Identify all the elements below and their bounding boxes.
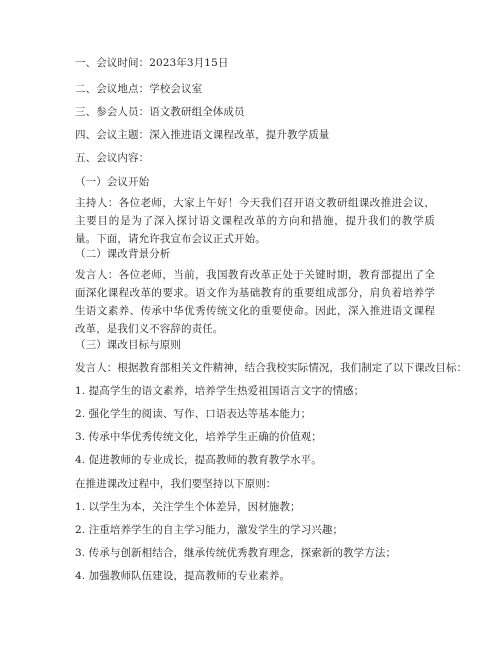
goal-item: 4. 促进教师的专业成长，提高教师的教育教学水平。 bbox=[75, 454, 322, 466]
principle-item: 1. 以学生为本，关注学生个体差异，因材施教； bbox=[75, 501, 301, 513]
section-heading-opening: （一）会议开始 bbox=[75, 176, 150, 188]
goal-item: 1. 提高学生的语文素养，培养学生热爱祖国语言文字的情感； bbox=[75, 385, 365, 397]
meeting-content-heading: 五、会议内容： bbox=[75, 152, 150, 164]
section-body-background: 发言人：各位老师，当前，我国教育改革正处于关键时期，教育部提出了全面深化课程改革的要求。语文作为基础教育的重要组成部分，肩负着培养学生语文素养、传承中华优秀传统文化的重要使命。因此，深入推进语文课程改革，是我们义不容辞的责任。 bbox=[75, 269, 435, 335]
goal-item: 3. 传承中华优秀传统文化，培养学生正确的价值观； bbox=[75, 431, 322, 443]
goals-intro: 发言人：根据教育部相关文件精神，结合我校实际情况，我们制定了以下课改目标： bbox=[75, 362, 468, 374]
principle-item: 2. 注重培养学生的自主学习能力，激发学生的学习兴趣； bbox=[75, 524, 344, 536]
principle-item: 4. 加强教师队伍建设，提高教师的专业素养。 bbox=[75, 570, 291, 582]
principles-intro: 在推进课改过程中，我们要坚持以下原则： bbox=[75, 478, 277, 490]
section-heading-goals: （三）课改目标与原则 bbox=[75, 339, 181, 351]
principle-item: 3. 传承与创新相结合，继承传统优秀教育理念，探索新的教学方法； bbox=[75, 547, 397, 559]
goal-item: 2. 强化学生的阅读、写作、口语表达等基本能力； bbox=[75, 408, 312, 420]
meeting-time: 一、会议时间：2023年3月15日 bbox=[75, 57, 229, 69]
meeting-attendees: 三、参会人员：语文教研组全体成员 bbox=[75, 106, 245, 118]
meeting-topic: 四、会议主题：深入推进语文课程改革，提升教学质量 bbox=[75, 129, 330, 141]
section-body-opening: 主持人：各位老师，大家上午好！今天我们召开语文教研组课改推进会议，主要目的是为了深入探讨语文课程改革的方向和措施，提升我们的教学质量。下面，请允许我宣布会议正式开始。 bbox=[75, 197, 435, 245]
section-heading-background: （二）课改背景分析 bbox=[75, 248, 171, 260]
meeting-place: 二、会议地点：学校会议室 bbox=[75, 83, 203, 95]
